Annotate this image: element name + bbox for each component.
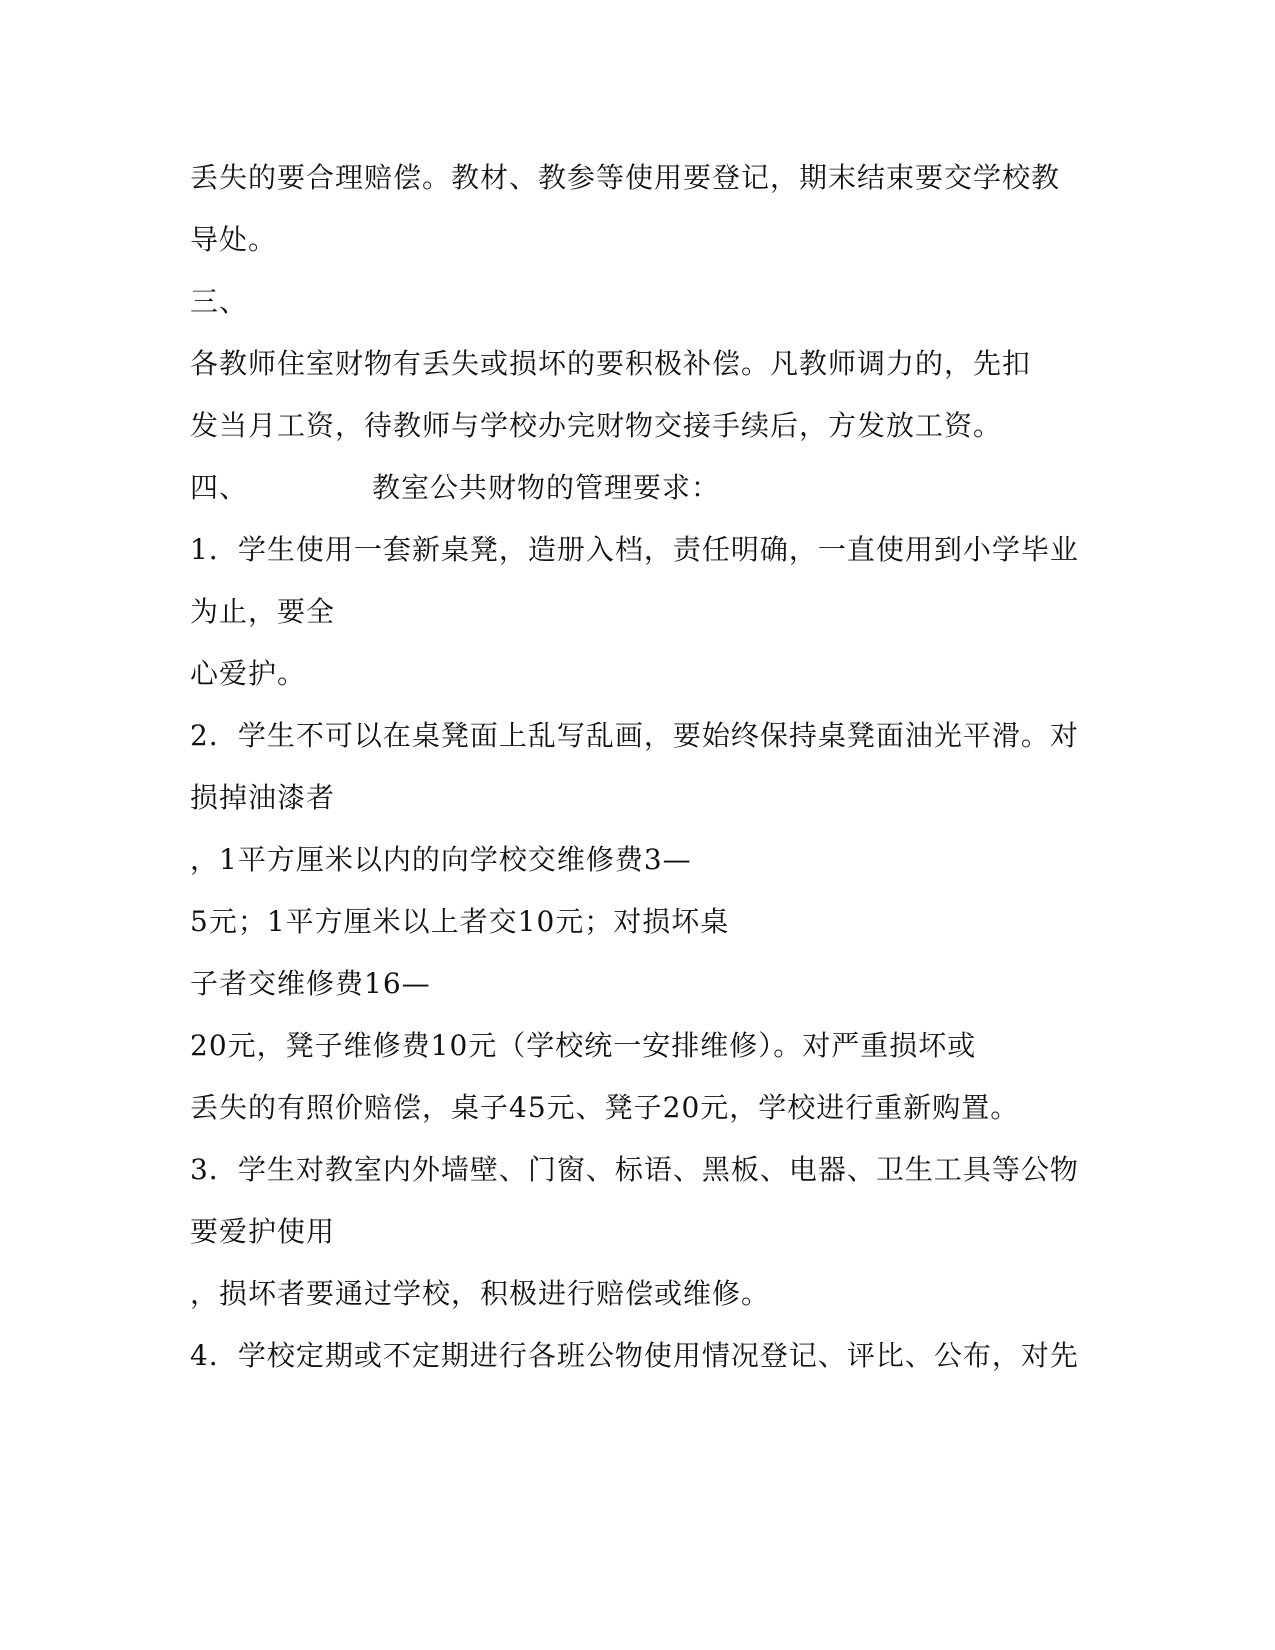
section-heading: 三、 bbox=[190, 285, 249, 318]
text-line: 丢失的有照价赔偿，桌子45元、凳子20元，学校进行重新购置。 bbox=[190, 1091, 1020, 1124]
section-heading bbox=[190, 470, 720, 506]
text-line: 20元，凳子维修费10元（学校统一安排维修）。对严重损坏或 bbox=[190, 1029, 977, 1062]
section-title: 教室公共财物的管理要求： bbox=[372, 471, 721, 504]
text-line: 5元；1平方厘米以上者交10元；对损坏桌 bbox=[190, 905, 730, 938]
text-line: 导处。 bbox=[190, 223, 278, 256]
text-line: 4．学校定期或不定期进行各班公物使用情况登记、评比、公布，对先 bbox=[190, 1339, 1079, 1372]
text-line: 要爱护使用 bbox=[190, 1215, 336, 1248]
text-line: 3．学生对教室内外墙壁、门窗、标语、黑板、电器、卫生工具等公物 bbox=[190, 1153, 1079, 1186]
text-line: 发当月工资，待教师与学校办完财物交接手续后，方发放工资。 bbox=[190, 409, 1003, 442]
text-line: 子者交维修费16— bbox=[190, 967, 431, 1000]
text-line: 1．学生使用一套新桌凳，造册入档，责任明确，一直使用到小学毕业 bbox=[190, 533, 1079, 566]
text-line: 为止，要全 bbox=[190, 595, 336, 628]
text-line: 各教师住室财物有丢失或损坏的要积极补偿。凡教师调力的，先扣 bbox=[190, 347, 1032, 380]
section-number: 四、 bbox=[190, 471, 249, 504]
text-line: ，损坏者要通过学校，积极进行赔偿或维修。 bbox=[190, 1277, 771, 1310]
text-line: ，1平方厘米以内的向学校交维修费3— bbox=[190, 843, 692, 876]
text-line: 心爱护。 bbox=[190, 657, 307, 690]
text-line: 2．学生不可以在桌凳面上乱写乱画，要始终保持桌凳面油光平滑。对 bbox=[190, 719, 1079, 752]
text-line: 损掉油漆者 bbox=[190, 781, 336, 814]
text-line: 丢失的要合理赔偿。教材、教参等使用要登记，期末结束要交学校教 bbox=[190, 161, 1061, 194]
